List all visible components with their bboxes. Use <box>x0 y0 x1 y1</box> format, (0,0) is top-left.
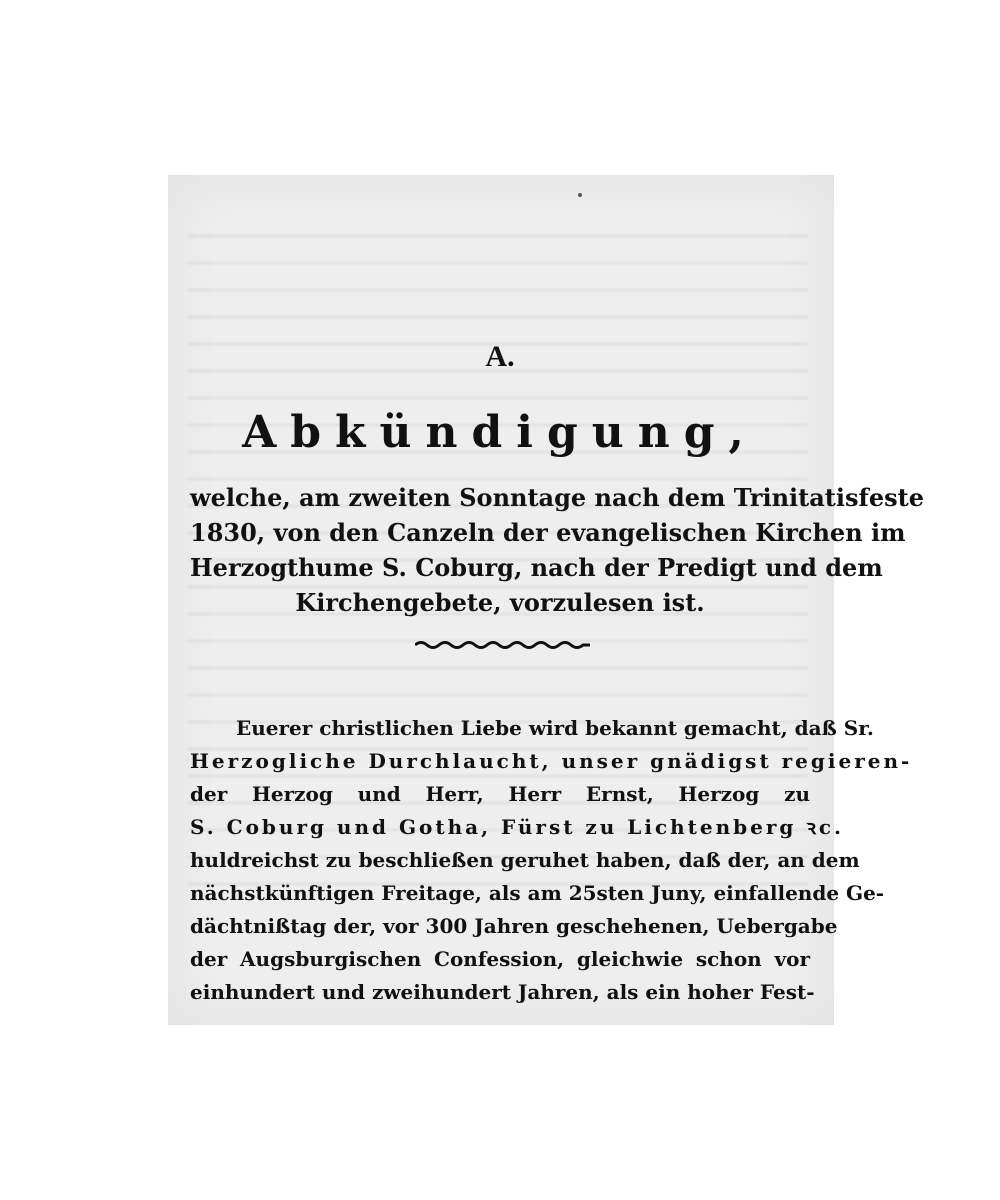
subtitle-line: Herzogthume S. Coburg, nach der Predigt und dem <box>190 553 883 582</box>
ornamental-divider <box>415 640 590 650</box>
subtitle-block <box>190 480 924 620</box>
body-line: dächtnißtag der, vor 300 Jahren geschehenen, Uebergabe <box>190 914 838 938</box>
body-line: einhundert und zweihundert Jahren, als ein hoher Fest- <box>190 980 815 1004</box>
body-line: huldreichst zu beschließen geruhet haben, daß der, an dem <box>190 848 860 872</box>
subtitle-line: 1830, von den Canzeln der evangelischen Kirchen im <box>190 518 906 547</box>
page-title: Abkündigung, <box>242 407 758 458</box>
subtitle-line: welche, am zweiten Sonntage nach dem Trinitatisfeste <box>190 483 924 512</box>
body-text <box>190 712 913 1009</box>
body-line: Herzogliche Durchlaucht, unser gnädigst regieren- <box>190 749 913 773</box>
ink-speck <box>578 193 582 197</box>
body-line: Euerer christlichen Liebe wird bekannt gemacht, daß Sr. <box>236 716 874 740</box>
subtitle-line: Kirchengebete, vorzulesen ist. <box>295 588 705 617</box>
body-line: nächstkünftigen Freitage, als am 25sten Juny, einfallende Ge- <box>190 881 885 905</box>
body-line: der Herzog und Herr, Herr Ernst, Herzog zu <box>190 782 810 806</box>
scanned-page <box>168 175 924 1025</box>
body-line: der Augsburgischen Confession, gleichwie schon vor <box>190 947 810 971</box>
body-line: S. Coburg und Gotha, Fürst zu Lichtenberg ꝛc. <box>190 815 844 839</box>
section-letter: A. <box>485 340 515 373</box>
